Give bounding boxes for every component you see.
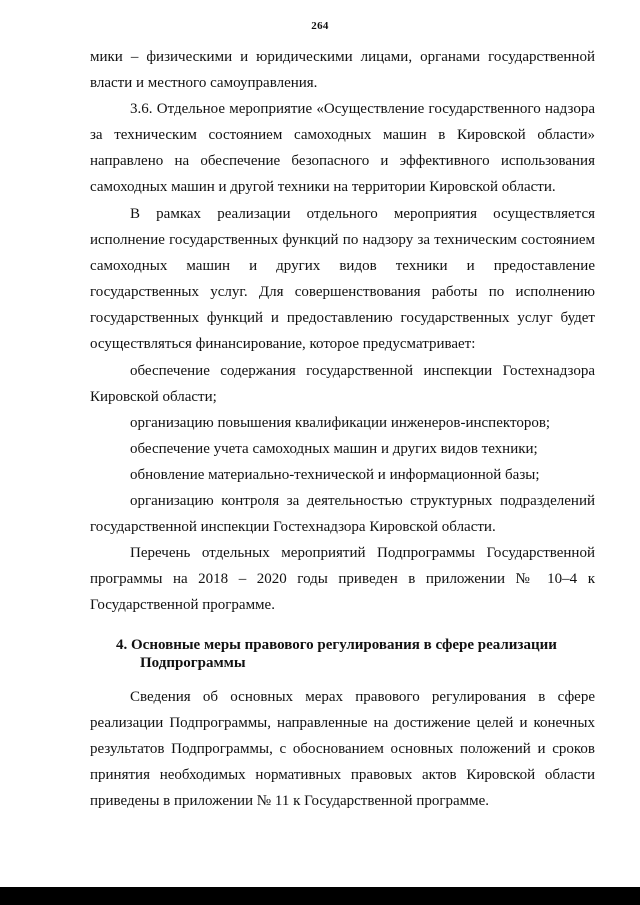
list-item-training: организацию повышения квалификации инженеров-инспекторов; — [130, 415, 551, 431]
scan-border — [0, 887, 640, 905]
paragraph-legal-measures: Сведения об основных мерах правового регулирования в сфере реализации Подпрограммы, направленные на достижение целей и конечных результатов Подпрограммы, с обоснованием основных положений и сроков принятия необходимых нормативных правовых актов Кировской области приведены в приложении № 11 к Государственной программе. — [90, 689, 595, 809]
section-heading-line1: 4. Основные меры правового регулирования в сфере реализации — [116, 637, 557, 653]
list-item-inspection: обеспечение содержания государственной инспекции Гостехнадзора Кировской области; — [90, 363, 595, 405]
paragraph-activities-list: Перечень отдельных мероприятий Подпрограммы Государственной программы на 2018 – 2020 годы приведен в приложении № 10–4 к Государственной программе. — [90, 545, 595, 613]
list-item-accounting: обеспечение учета самоходных машин и других видов техники; — [130, 441, 538, 457]
list-item-update-base: обновление материально-технической и информационной базы; — [130, 467, 540, 483]
section-heading — [116, 636, 594, 672]
page-number: 264 — [311, 20, 329, 32]
paragraph-implementation: В рамках реализации отдельного мероприятия осуществляется исполнение государственных функций по надзору за техническим состоянием самоходных машин и других видов техники и предоставление государственных услуг. Для совершенствования работы по исполнению государственных функций и предоставлению государственных услуг будет осуществляться финансирование, которое предусматривает: — [90, 206, 595, 352]
section-heading-line2: Подпрограммы — [140, 655, 246, 671]
paragraph-continuation: мики – физическими и юридическими лицами, органами государственной власти и местного самоуправления. — [90, 49, 595, 91]
paragraph-3-6: 3.6. Отдельное мероприятие «Осуществление государственного надзора за техническим состоянием самоходных машин в Кировской области» направлено на обеспечение безопасного и эффективного использования самоходных машин и другой техники на территории Кировской области. — [90, 101, 595, 195]
list-item-control: организацию контроля за деятельностью структурных подразделений государственной инспекции Гостехнадзора Кировской области. — [90, 493, 595, 535]
